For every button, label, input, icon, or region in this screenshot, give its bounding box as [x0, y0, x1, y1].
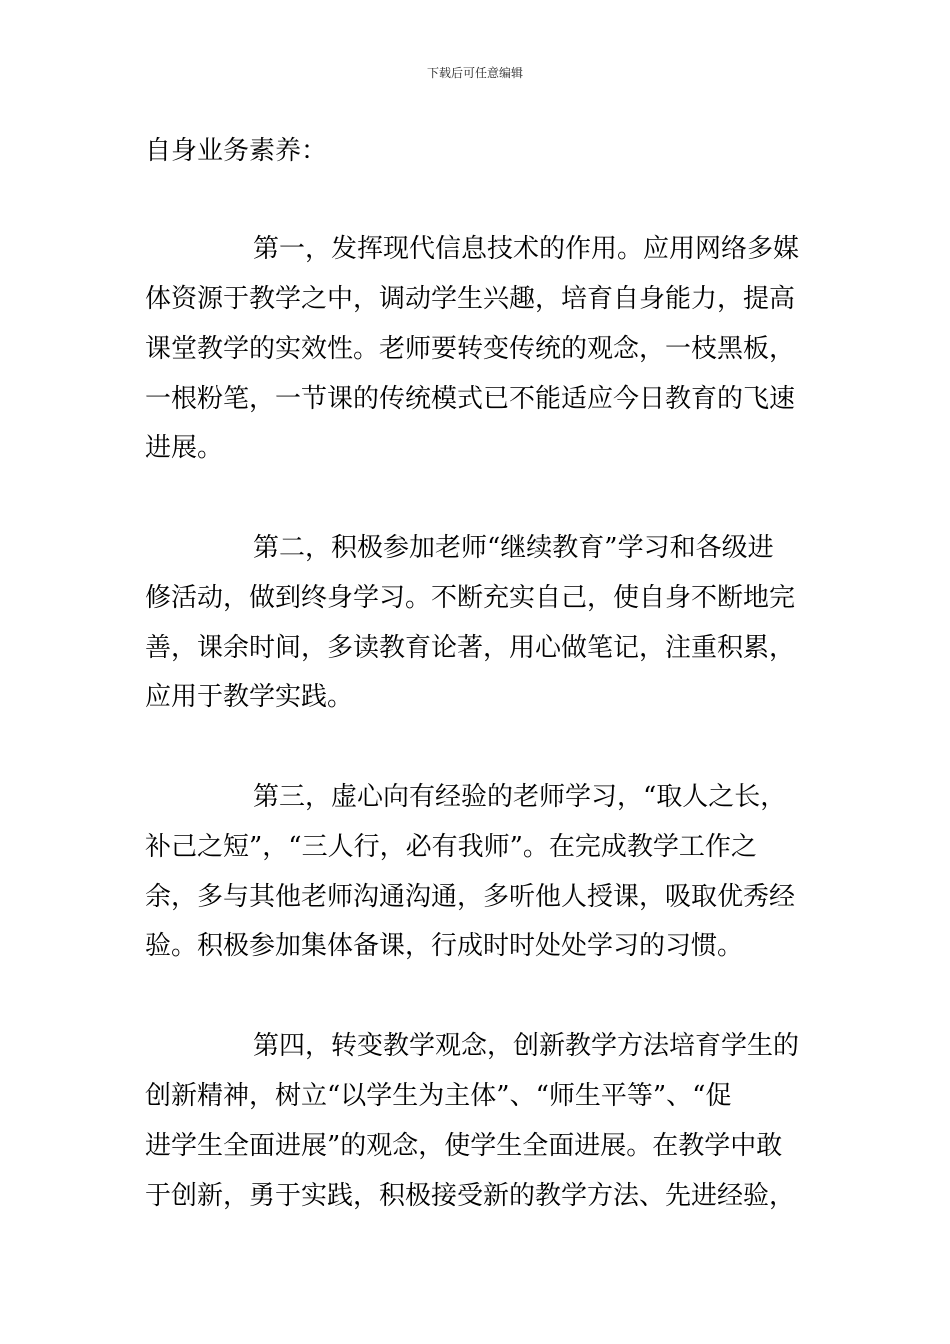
paragraph-3-line-1: 第三，虚心向有经验的老师学习，“取人之长， — [253, 782, 787, 812]
paragraph-1-line-2: 体资源于教学之中，调动学生兴趣，培育自身能力，提高 — [145, 284, 796, 314]
paragraph-4-line-4: 于创新，勇于实践，积极接受新的教学方法、先进经验， — [145, 1181, 796, 1211]
paragraph-2-line-4: 应用于教学实践。 — [145, 682, 354, 712]
page-header: 下载后可任意编辑 — [426, 66, 523, 80]
paragraph-1-line-4: 一根粉笔，一节课的传统模式已不能适应今日教育的飞速 — [145, 384, 796, 414]
paragraph-3-line-4: 验。积极参加集体备课，行成时时处处学习的习惯。 — [145, 931, 744, 961]
paragraph-2-line-2: 修活动，做到终身学习。不断充实自己，使自身不断地完 — [145, 583, 796, 613]
paragraph-1-line-3: 课堂教学的实效性。老师要转变传统的观念，一枝黑板， — [145, 334, 796, 364]
paragraph-4-line-1: 第四，转变教学观念，创新教学方法培育学生的 — [253, 1031, 800, 1061]
paragraph-1-line-1: 第一，发挥现代信息技术的作用。应用网络多媒 — [253, 234, 800, 264]
paragraph-3-line-2: 补己之短”，“三人行，必有我师”。在完成教学工作之 — [145, 832, 757, 862]
paragraph-4-line-3: 进学生全面进展”的观念，使学生全面进展。在教学中敢 — [145, 1131, 783, 1161]
paragraph-2-line-3: 善，课余时间，多读教育论著，用心做笔记，注重积累， — [145, 633, 796, 663]
text-line: 自身业务素养： — [145, 136, 328, 166]
paragraph-1-line-5: 进展。 — [145, 433, 224, 463]
paragraph-2-line-1: 第二，积极参加老师“继续教育”学习和各级进 — [253, 533, 774, 563]
paragraph-3-line-3: 余，多与其他老师沟通沟通，多听他人授课，吸取优秀经 — [145, 882, 796, 912]
paragraph-4-line-2: 创新精神，树立“以学生为主体”、“师生平等”、“促 — [145, 1081, 732, 1111]
